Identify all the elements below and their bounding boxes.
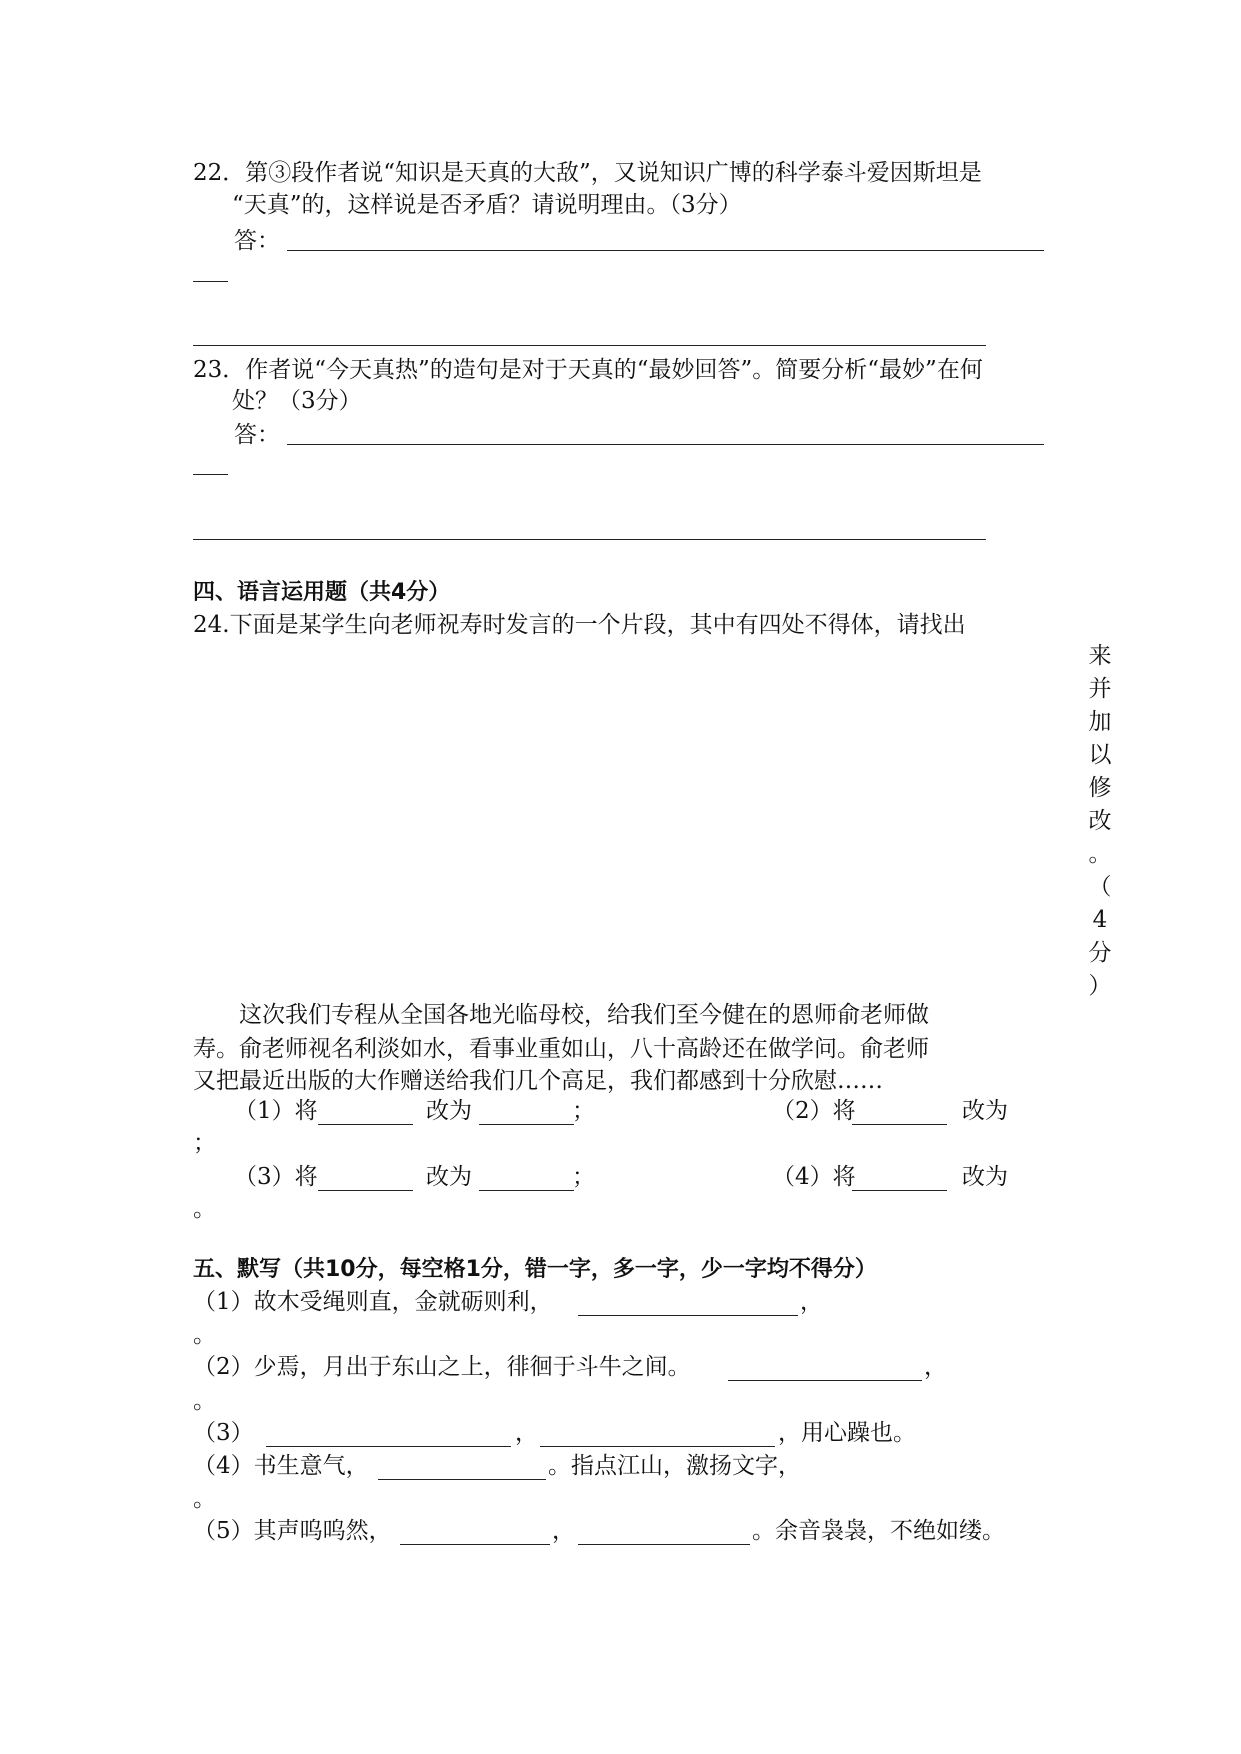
q23-answer-line-2[interactable] bbox=[193, 539, 986, 540]
recite-5-end: 。余音袅袅，不绝如缕。 bbox=[752, 1518, 1005, 1544]
recite-2-comma: ， bbox=[924, 1354, 947, 1380]
vertical-char: 以 bbox=[1088, 742, 1112, 768]
item-1-end: ； bbox=[572, 1098, 595, 1124]
recite-4-text: （4）书生意气， bbox=[193, 1453, 369, 1479]
recite-5-blank-2[interactable] bbox=[578, 1544, 750, 1545]
q22-answer-label: 答： bbox=[234, 228, 280, 254]
item-1-blank-original[interactable] bbox=[318, 1124, 413, 1125]
item-3-label: （3）将 bbox=[234, 1164, 318, 1190]
item-3-blank-original[interactable] bbox=[318, 1190, 413, 1191]
item-1-change-label: 改为 bbox=[426, 1098, 472, 1124]
recite-2-text: （2）少焉，月出于东山之上，徘徊于斗牛之间。 bbox=[193, 1354, 691, 1380]
recite-4-end: 。 bbox=[193, 1486, 216, 1512]
item-3-blank-revised[interactable] bbox=[479, 1190, 574, 1191]
vertical-char: 。 bbox=[1088, 841, 1112, 867]
recite-1-comma: ， bbox=[800, 1289, 823, 1315]
item-3-change-label: 改为 bbox=[426, 1164, 472, 1190]
recite-5-text: （5）其声呜呜然， bbox=[193, 1518, 392, 1544]
q22-text-line1: 22．第③段作者说“知识是天真的大敌”，又说知识广博的科学泰斗爱因斯坦是 bbox=[193, 160, 982, 186]
recite-3-comma: ， bbox=[515, 1420, 538, 1446]
q22-answer-line-1[interactable] bbox=[287, 250, 1044, 251]
item-4-change-label: 改为 bbox=[962, 1164, 1008, 1190]
item-1-label: （1）将 bbox=[234, 1098, 318, 1124]
q23-text-line2: 处？（3分） bbox=[232, 388, 362, 414]
item-2-label: （2）将 bbox=[772, 1098, 856, 1124]
recite-1-text: （1）故木受绳则直，金就砺则利， bbox=[193, 1289, 553, 1315]
vertical-char: 并 bbox=[1088, 676, 1112, 702]
item-4-blank-original[interactable] bbox=[852, 1190, 947, 1191]
section4-heading: 四、语言运用题（共4分） bbox=[193, 580, 451, 605]
q23-text-line1: 23．作者说“今天真热”的造句是对于天真的“最妙回答”。简要分析“最妙”在何 bbox=[193, 357, 983, 383]
item-4-end: 。 bbox=[193, 1196, 216, 1222]
recite-3-end: ，用心躁也。 bbox=[778, 1420, 916, 1446]
q22-answer-line-2[interactable] bbox=[193, 345, 986, 346]
vertical-char: 加 bbox=[1088, 709, 1112, 735]
vertical-char: 修 bbox=[1088, 775, 1112, 801]
q22-answer-line-1-wrap[interactable] bbox=[193, 281, 228, 282]
q22-text-line2: “天真”的，这样说是否矛盾？请说明理由。（3分） bbox=[232, 192, 742, 218]
q23-answer-label: 答： bbox=[234, 422, 280, 448]
recite-1-end: 。 bbox=[193, 1322, 216, 1348]
recite-4-continuation: 。指点江山，激扬文字， bbox=[548, 1453, 801, 1479]
q23-answer-line-1-wrap[interactable] bbox=[193, 474, 228, 475]
recite-4-blank[interactable] bbox=[378, 1479, 546, 1480]
recite-3-label: （3） bbox=[193, 1420, 254, 1446]
recite-3-blank-2[interactable] bbox=[540, 1446, 775, 1447]
q23-answer-line-1[interactable] bbox=[287, 444, 1044, 445]
q24-text: 24.下面是某学生向老师祝寿时发言的一个片段，其中有四处不得体，请找出 bbox=[193, 612, 966, 638]
item-2-change-label: 改为 bbox=[962, 1098, 1008, 1124]
recite-5-blank-1[interactable] bbox=[400, 1544, 550, 1545]
vertical-char: 来 bbox=[1088, 643, 1112, 669]
recite-1-blank[interactable] bbox=[578, 1315, 798, 1316]
vertical-char: 分 bbox=[1088, 940, 1112, 966]
passage-line-1: 这次我们专程从全国各地光临母校，给我们至今健在的恩师俞老师做 bbox=[193, 1002, 929, 1028]
vertical-char: ） bbox=[1088, 973, 1112, 999]
vertical-char: 4 bbox=[1092, 907, 1108, 933]
recite-5-comma: ， bbox=[552, 1518, 575, 1544]
recite-3-blank-1[interactable] bbox=[266, 1446, 511, 1447]
passage-line-3: 又把最近出版的大作赠送给我们几个高足，我们都感到十分欣慰…… bbox=[193, 1068, 883, 1094]
passage-line-2: 寿。俞老师视名利淡如水，看事业重如山，八十高龄还在做学问。俞老师 bbox=[193, 1036, 929, 1062]
vertical-char: （ bbox=[1088, 874, 1112, 900]
item-2-blank-original[interactable] bbox=[852, 1124, 947, 1125]
item-4-label: （4）将 bbox=[772, 1164, 856, 1190]
item-3-end: ； bbox=[572, 1164, 595, 1190]
recite-2-blank[interactable] bbox=[728, 1380, 922, 1381]
item-1-blank-revised[interactable] bbox=[479, 1124, 574, 1125]
vertical-char: 改 bbox=[1088, 808, 1112, 834]
recite-2-end: 。 bbox=[193, 1388, 216, 1414]
section5-heading: 五、默写（共10分，每空格1分，错一字，多一字，少一字均不得分） bbox=[193, 1257, 877, 1282]
item-2-end: ； bbox=[193, 1130, 216, 1156]
